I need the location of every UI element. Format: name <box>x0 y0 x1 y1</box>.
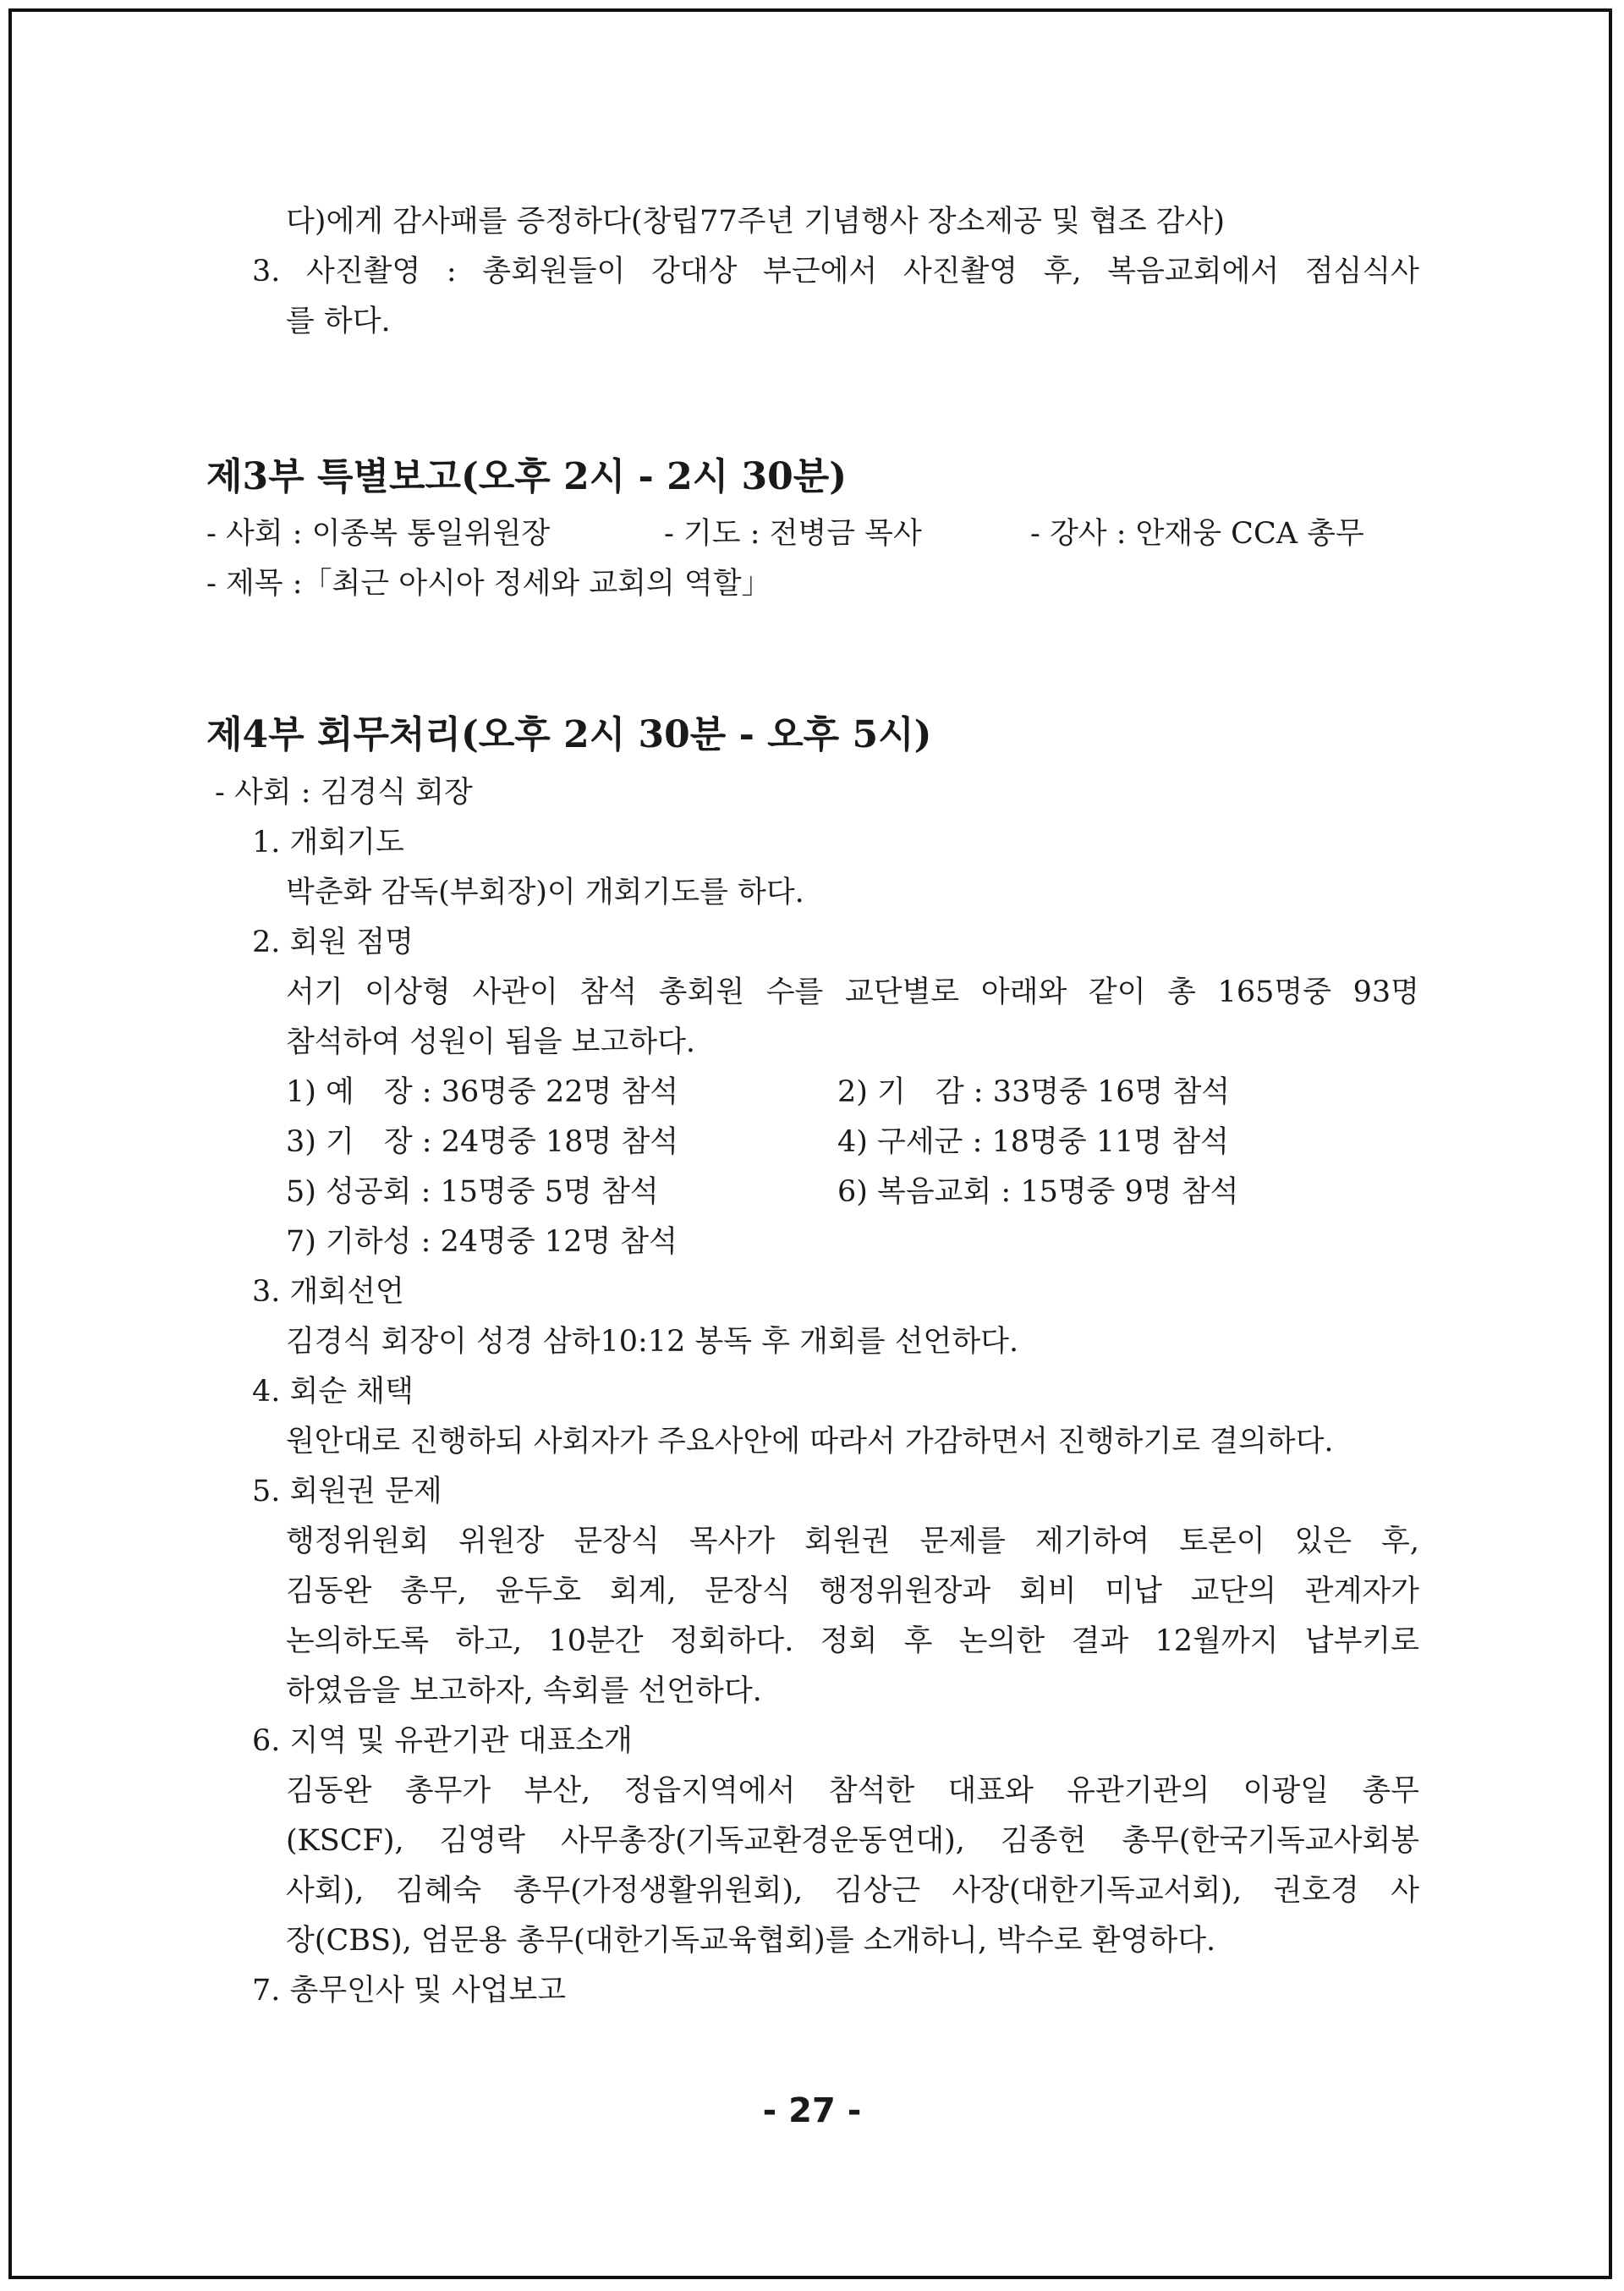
item6-title: 6. 지역 및 유관기관 대표소개 <box>252 1724 633 1758</box>
item1-text: 박춘화 감독(부회장)이 개회기도를 하다. <box>286 876 804 909</box>
item1-title: 1. 개회기도 <box>252 826 404 860</box>
attendance-item: 3) 기 장 : 24명중 18명 참석 <box>286 1125 679 1159</box>
item5-text-4: 하였음을 보고하자, 속회를 선언하다. <box>286 1674 762 1708</box>
item6-text-1: 김동완 총무가 부산, 정읍지역에서 참석한 대표와 유관기관의 이광일 총무 <box>286 1774 1419 1808</box>
top-line-1: 다)에게 감사패를 증정하다(창립77주년 기념행사 장소제공 및 협조 감사) <box>286 205 1226 239</box>
page-number: - 27 - <box>762 2091 862 2130</box>
item5-text-3: 논의하도록 하고, 10분간 정회하다. 정회 후 논의한 결과 12월까지 납부키로 <box>286 1624 1419 1658</box>
item2-text-2: 참석하여 성원이 됨을 보고하다. <box>286 1025 696 1059</box>
item4-title: 4. 회순 채택 <box>252 1375 414 1409</box>
part3-topic: - 제목 :「최근 아시아 정세와 교회의 역할」 <box>206 567 771 601</box>
attendance-item: 2) 기 감 : 33명중 16명 참석 <box>837 1075 1231 1109</box>
item6-text-4: 장(CBS), 엄문용 총무(대한기독교육협회)를 소개하니, 박수로 환영하다. <box>286 1924 1216 1958</box>
attendance-item: 1) 예 장 : 36명중 22명 참석 <box>286 1075 679 1109</box>
attendance-item: 6) 복음교회 : 15명중 9명 참석 <box>837 1175 1239 1209</box>
item5-text-1: 행정위원회 위원장 문장식 목사가 회원권 문제를 제기하여 토론이 있은 후, <box>286 1525 1419 1558</box>
item6-text-3: 사회), 김혜숙 총무(가정생활위원회), 김상근 사장(대한기독교서회), 권호경 사 <box>286 1874 1419 1908</box>
item3-text: 김경식 회장이 성경 삼하10:12 봉독 후 개회를 선언하다. <box>286 1325 1019 1359</box>
attendance-item: 7) 기하성 : 24명중 12명 참석 <box>286 1225 678 1259</box>
item3-title: 3. 개회선언 <box>252 1275 404 1309</box>
item4-text: 원안대로 진행하되 사회자가 주요사안에 따라서 가감하면서 진행하기로 결의하다. <box>286 1425 1334 1459</box>
part3-prayer: - 기도 : 전병금 목사 <box>664 517 922 551</box>
attendance-item: 4) 구세군 : 18명중 11명 참석 <box>837 1125 1229 1159</box>
item5-title: 5. 회원권 문제 <box>252 1475 442 1508</box>
item5-text-2: 김동완 총무, 윤두호 회계, 문장식 행정위원장과 회비 미납 교단의 관계자가 <box>286 1574 1419 1608</box>
part4-heading: 제4부 회무처리(오후 2시 30분 - 오후 5시) <box>206 713 932 756</box>
attendance-item: 5) 성공회 : 15명중 5명 참석 <box>286 1175 659 1209</box>
part3-heading: 제3부 특별보고(오후 2시 - 2시 30분) <box>206 455 848 498</box>
part4-presider: - 사회 : 김경식 회장 <box>215 776 473 810</box>
item6-text-2: (KSCF), 김영락 사무총장(기독교환경운동연대), 김종헌 총무(한국기독교사회봉 <box>286 1824 1419 1858</box>
top-line-3: 를 하다. <box>286 305 391 338</box>
item2-text-1: 서기 이상형 사관이 참석 총회원 수를 교단별로 아래와 같이 총 165명중 93명 <box>286 975 1419 1009</box>
part3-presider: - 사회 : 이종복 통일위원장 <box>206 517 551 551</box>
top-line-2: 3. 사진촬영 : 총회원들이 강대상 부근에서 사진촬영 후, 복음교회에서 점심식사 <box>252 255 1419 288</box>
item2-title: 2. 회원 점명 <box>252 926 414 959</box>
part3-speaker: - 강사 : 안재웅 CCA 총무 <box>1030 517 1364 551</box>
item7-title: 7. 총무인사 및 사업보고 <box>252 1974 567 2008</box>
